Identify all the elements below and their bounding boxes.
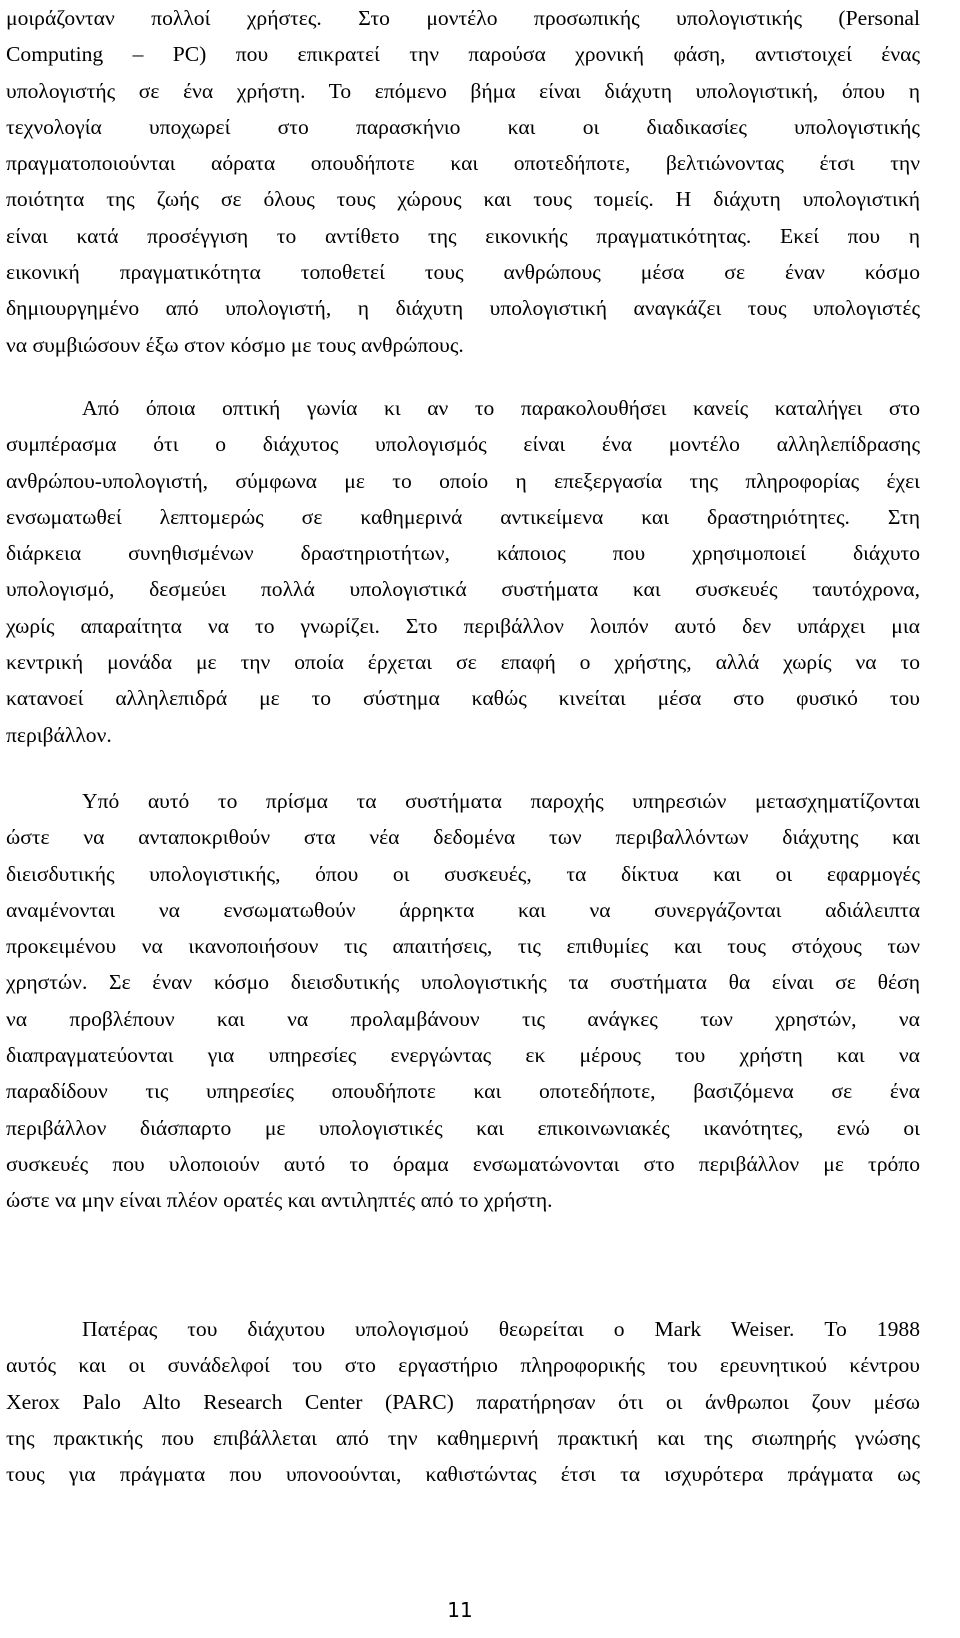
text-line: Xerox Palo Alto Research Center (PARC) παρατήρησαν ότι οι άνθρωποι ζουν μέσω	[6, 1389, 920, 1414]
paragraph-1	[6, 0, 920, 363]
text-line: ενσωματωθεί λεπτομερώς σε καθημερινά αντικείμενα και δραστηριότητες. Στη	[6, 504, 920, 529]
text-line: της πρακτικής που επιβάλλεται από την καθημερινή πρακτική και της σιωπηρής γνώσης	[6, 1425, 920, 1450]
text-line: προκειμένου να ικανοποιήσουν τις απαιτήσεις, τις επιθυμίες και τους στόχους των	[6, 934, 920, 959]
paragraph-2	[6, 390, 920, 753]
text-line: υπολογισμό, δεσμεύει πολλά υπολογιστικά συστήματα και συσκευές ταυτόχρονα,	[6, 577, 920, 602]
text-line: Πατέρας του διάχυτου υπολογισμού θεωρείται ο Mark Weiser. Το 1988	[82, 1317, 920, 1341]
text-line: τους για πράγματα που υπονοούνται, καθιστώντας έτσι τα ισχυρότερα πράγματα ως	[6, 1462, 920, 1487]
text-line: είναι κατά προσέγγιση το αντίθετο της εικονικής πραγματικότητας. Εκεί που η	[6, 223, 920, 248]
text-line: χωρίς απαραίτητα να το γνωρίζει. Στο περιβάλλον λοιπόν αυτό δεν υπάρχει μια	[6, 613, 920, 638]
text-line: κεντρική μονάδα με την οποία έρχεται σε επαφή ο χρήστης, αλλά χωρίς να το	[6, 650, 920, 675]
text-line: παραδίδουν τις υπηρεσίες οπουδήποτε και οποτεδήποτε, βασιζόμενα σε ένα	[6, 1079, 920, 1104]
text-line: Computing – PC) που επικρατεί την παρούσα χρονική φάση, αντιστοιχεί ένας	[6, 42, 920, 67]
text-line: δημιουργημένο από υπολογιστή, η διάχυτη υπολογιστική αναγκάζει τους υπολογιστές	[6, 296, 920, 321]
text-line: συσκευές που υλοποιούν αυτό το όραμα ενσωματώνονται στο περιβάλλον με τρόπο	[6, 1151, 920, 1176]
text-line: Από όποια οπτική γωνία κι αν το παρακολουθήσει κανείς καταλήγει στο	[82, 396, 920, 420]
text-line: κατανοεί αλληλεπιδρά με το σύστημα καθώς κινείται μέσα στο φυσικό του	[6, 686, 920, 711]
text-line: διεισδυτικής υπολογιστικής, όπου οι συσκευές, τα δίκτυα και οι εφαρμογές	[6, 861, 920, 886]
text-line: πραγματοποιούνται αόρατα οπουδήποτε και οποτεδήποτε, βελτιώνοντας έτσι την	[6, 151, 920, 176]
text-line: διάρκεια συνηθισμένων δραστηριοτήτων, κάποιος που χρησιμοποιεί διάχυτο	[6, 541, 920, 566]
text-line: ώστε να ανταποκριθούν στα νέα δεδομένα των περιβαλλόντων διάχυτης και	[6, 825, 920, 850]
page-number: 11	[447, 1598, 473, 1622]
text-line: συμπέρασμα ότι ο διάχυτος υπολογισμός είναι ένα μοντέλο αλληλεπίδρασης	[6, 432, 920, 457]
text-line: Υπό αυτό το πρίσμα τα συστήματα παροχής υπηρεσιών μετασχηματίζονται	[82, 789, 920, 813]
text-line: χρηστών. Σε έναν κόσμο διεισδυτικής υπολογιστικής τα συστήματα θα είναι σε θέση	[6, 970, 920, 995]
text-line: ανθρώπου-υπολογιστή, σύμφωνα με το οποίο η επεξεργασία της πληροφορίας έχει	[6, 468, 920, 493]
paragraph-4	[6, 1311, 920, 1492]
text-line: τεχνολογία υποχωρεί στο παρασκήνιο και οι διαδικασίες υπολογιστικής	[6, 114, 920, 139]
text-line: αυτός και οι συνάδελφοί του στο εργαστήριο πληροφορικής του ερευνητικού κέντρου	[6, 1353, 920, 1378]
text-line: αναμένονται να ενσωματωθούν άρρηκτα και να συνεργάζονται αδιάλειπτα	[6, 897, 920, 922]
text-line: διαπραγματεύονται για υπηρεσίες ενεργώντας εκ μέρους του χρήστη και να	[6, 1043, 920, 1068]
text-line: να προβλέπουν και να προλαμβάνουν τις ανάγκες των χρηστών, να	[6, 1006, 920, 1031]
text-line: εικονική πραγματικότητα τοποθετεί τους ανθρώπους μέσα σε έναν κόσμο	[6, 260, 920, 285]
text-line: να συμβιώσουν έξω στον κόσμο με τους ανθρώπους.	[6, 332, 464, 357]
paragraph-3	[6, 783, 920, 1219]
text-line: μοιράζονταν πολλοί χρήστες. Στο μοντέλο προσωπικής υπολογιστικής (Personal	[6, 6, 920, 30]
text-line: υπολογιστής σε ένα χρήστη. Το επόμενο βήμα είναι διάχυτη υπολογιστική, όπου η	[6, 78, 920, 103]
text-line: περιβάλλον.	[6, 722, 112, 747]
text-line: ώστε να μην είναι πλέον ορατές και αντιληπτές από το χρήστη.	[6, 1188, 553, 1213]
text-line: ποιότητα της ζωής σε όλους τους χώρους και τους τομείς. Η διάχυτη υπολογιστική	[6, 187, 920, 212]
text-line: περιβάλλον διάσπαρτο με υπολογιστικές και επικοινωνιακές ικανότητες, ενώ οι	[6, 1115, 920, 1140]
